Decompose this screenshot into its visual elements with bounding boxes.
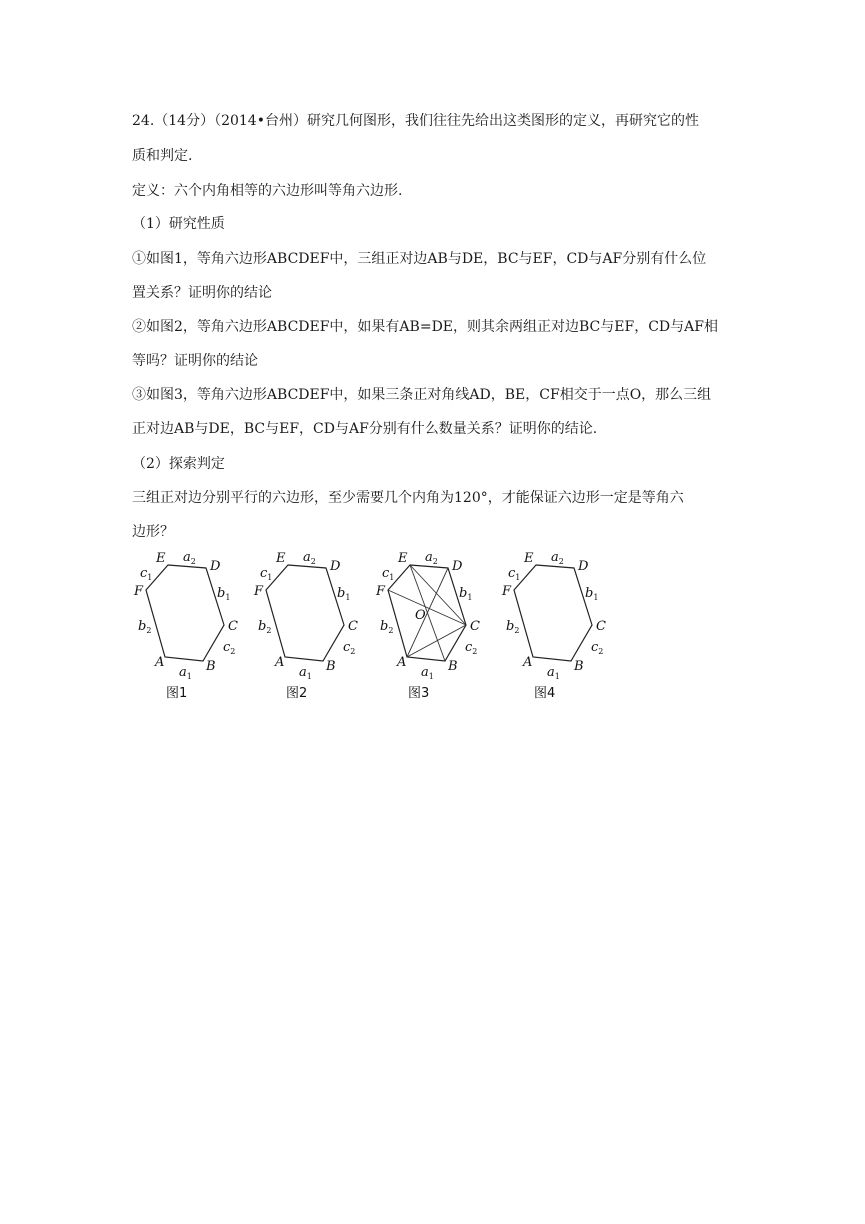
side-label-c2: $c_2$: [223, 640, 236, 656]
vertex-label-c: C: [470, 619, 480, 634]
vertex-label-e: E: [398, 551, 408, 566]
vertex-label-f: F: [502, 584, 512, 599]
vertex-label-c: C: [228, 619, 238, 634]
vertex-label-d: D: [210, 559, 221, 574]
vertex-label-d: D: [578, 559, 589, 574]
hexagon-outline: [266, 565, 344, 661]
vertex-label-b: B: [448, 659, 458, 674]
question2-line-2: 等吗？证明你的结论: [132, 353, 258, 369]
side-label-b1: $b_1$: [459, 586, 473, 602]
vertex-label-d: D: [452, 559, 463, 574]
definition-text: 定义：六个内角相等的六边形叫等角六边形.: [132, 183, 403, 199]
side-label-a2: $a_2$: [183, 550, 196, 566]
hexagon-outline: [514, 565, 592, 661]
question3-line-2: 正对边AB与DE，BC与EF，CD与AF分别有什么数量关系？证明你的结论.: [132, 421, 598, 437]
figure-2: [248, 545, 368, 710]
vertex-label-b: B: [574, 659, 584, 674]
hexagon-figure-1: [128, 545, 248, 710]
vertex-label-f: F: [376, 584, 386, 599]
vertex-label-c: C: [596, 619, 606, 634]
side-label-c2: $c_2$: [591, 640, 604, 656]
side-label-a1: $a_1$: [299, 665, 312, 681]
side-label-a2: $a_2$: [303, 550, 316, 566]
part1-title: （1）研究性质: [132, 216, 225, 232]
side-label-c1: $c_1$: [140, 566, 153, 582]
side-label-a1: $a_1$: [547, 665, 560, 681]
side-label-a1: $a_1$: [179, 665, 192, 681]
side-label-a2: $a_2$: [425, 550, 438, 566]
side-label-b1: $b_1$: [585, 586, 599, 602]
question1-line-1: ①如图1，等角六边形ABCDEF中，三组正对边AB与DE，BC与EF，CD与AF分别有什么位: [132, 251, 707, 267]
vertex-label-e: E: [524, 551, 534, 566]
hexagon-figure-3: [370, 545, 490, 710]
vertex-label-f: F: [254, 584, 264, 599]
side-label-b1: $b_1$: [217, 586, 231, 602]
question4-line-2: 边形？: [132, 524, 174, 540]
figure-caption: 图2: [286, 686, 308, 701]
part2-title: （2）探索判定: [132, 456, 225, 472]
vertex-label-b: B: [206, 659, 216, 674]
vertex-label-c: C: [348, 619, 358, 634]
side-label-a1: $a_1$: [421, 665, 434, 681]
question4-line-1: 三组正对边分别平行的六边形，至少需要几个内角为120°，才能保证六边形一定是等角六: [132, 490, 684, 506]
vertex-label-a: A: [397, 655, 407, 670]
vertex-label-e: E: [156, 551, 166, 566]
side-label-c2: $c_2$: [343, 640, 356, 656]
vertex-label-a: A: [155, 655, 165, 670]
vertex-label-o: O: [415, 608, 426, 623]
side-label-b2: $b_2$: [506, 619, 520, 635]
side-label-a2: $a_2$: [551, 550, 564, 566]
figure-3: [370, 545, 490, 710]
vertex-label-f: F: [134, 584, 144, 599]
side-label-b2: $b_2$: [258, 619, 272, 635]
vertex-label-a: A: [275, 655, 285, 670]
figure-caption: 图4: [534, 686, 556, 701]
vertex-label-d: D: [330, 559, 341, 574]
side-label-b2: $b_2$: [380, 619, 394, 635]
question2-line-1: ②如图2，等角六边形ABCDEF中，如果有AB=DE，则其余两组正对边BC与EF，CD与AF相: [132, 319, 718, 335]
side-label-b1: $b_1$: [337, 586, 351, 602]
hexagon-outline: [146, 565, 224, 661]
figure-caption: 图1: [166, 686, 188, 701]
vertex-label-a: A: [523, 655, 533, 670]
question3-line-1: ③如图3，等角六边形ABCDEF中，如果三条正对角线AD，BE，CF相交于一点O，那么三组: [132, 387, 712, 403]
hexagon-figure-2: [248, 545, 368, 710]
side-label-c1: $c_1$: [382, 566, 395, 582]
figure-1: [128, 545, 248, 710]
intro-line-2: 质和判定.: [132, 148, 193, 164]
hexagon-figure-4: [496, 545, 616, 710]
figures-row: [128, 545, 748, 715]
vertex-label-e: E: [276, 551, 286, 566]
side-label-c1: $c_1$: [508, 566, 521, 582]
intro-line-1: 24.（14分）（2014•台州）研究几何图形，我们往往先给出这类图形的定义，再研究它的性: [132, 113, 699, 129]
figure-4: [496, 545, 616, 710]
diagonal-cf: [388, 590, 466, 625]
side-label-c1: $c_1$: [260, 566, 273, 582]
vertex-label-b: B: [326, 659, 336, 674]
question1-line-2: 置关系？证明你的结论: [132, 285, 272, 301]
figure-caption: 图3: [408, 686, 430, 701]
side-label-b2: $b_2$: [138, 619, 152, 635]
side-label-c2: $c_2$: [465, 640, 478, 656]
